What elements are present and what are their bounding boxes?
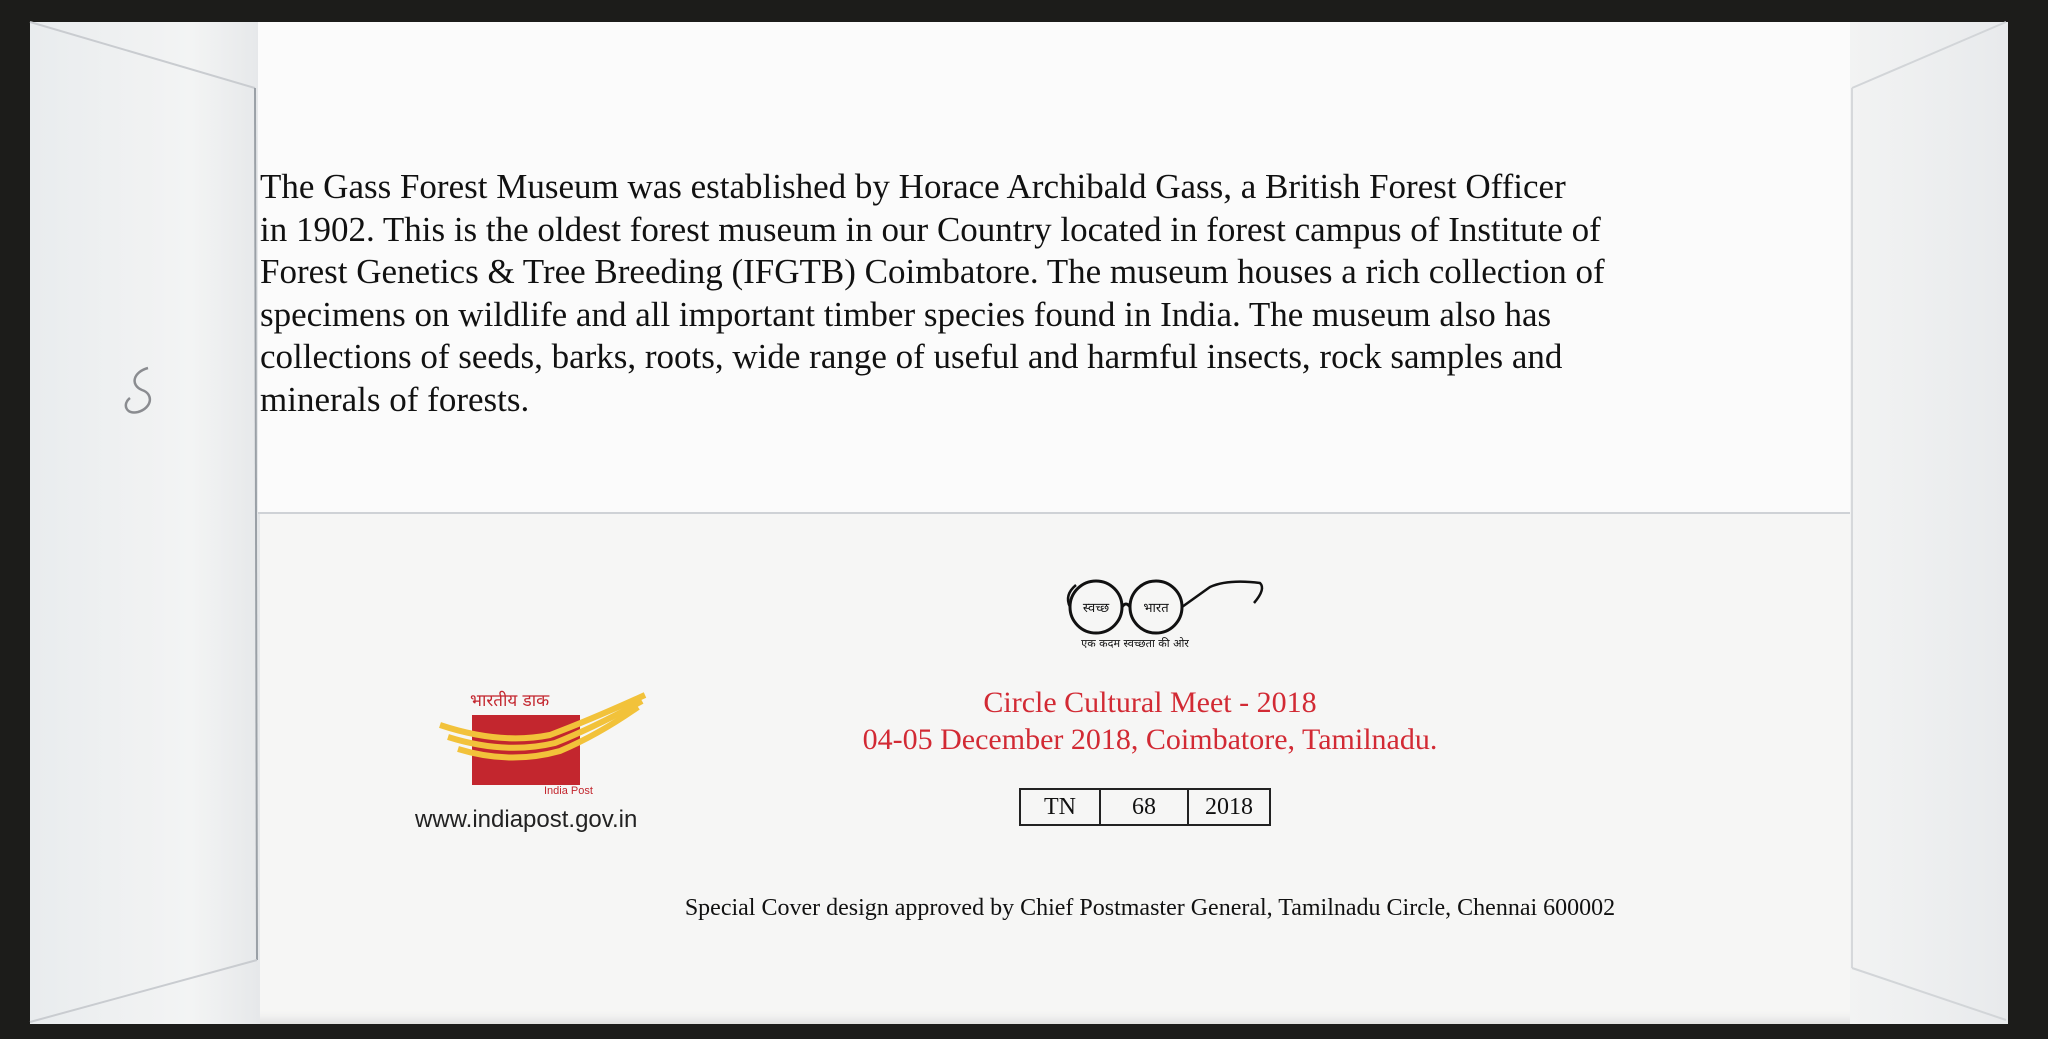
event-date-place: 04-05 December 2018, Coimbatore, Tamilnadu.: [862, 723, 1438, 756]
handwritten-pencil-mark: [108, 360, 168, 420]
description-line: collections of seeds, barks, roots, wide range of useful and harmful insects, rock samples and: [260, 337, 1563, 376]
right-flap: [1850, 22, 2008, 1024]
museum-description: [260, 166, 1780, 421]
cover-state: TN: [1021, 790, 1101, 824]
india-post-url: www.indiapost.gov.in: [415, 806, 638, 833]
description-line: specimens on wildlife and all important timber species found in India. The museum also has: [260, 294, 1552, 334]
description-line: in 1902. This is the oldest forest museum in our Country located in forest campus of Institute of: [260, 209, 1601, 249]
india-post-hindi-name: भारतीय डाक: [470, 691, 550, 711]
india-post-caption: India Post: [544, 785, 593, 797]
swachh-tagline: एक कदम स्वच्छता की ओर: [1081, 637, 1189, 650]
left-lens-text: स्वच्छ: [1082, 601, 1110, 616]
description-line: Forest Genetics & Tree Breeding (IFGTB) Coimbatore. The museum houses a rich collection of: [260, 252, 1605, 291]
cover-year: 2018: [1205, 794, 1253, 820]
cover-number-box: [1019, 788, 1271, 826]
description-line: The Gass Forest Museum was established by Horace Archibald Gass, a British Forest Officer: [260, 167, 1566, 206]
event-title: Circle Cultural Meet - 2018: [983, 686, 1317, 719]
approval-footer: Special Cover design approved by Chief Postmaster General, Tamilnadu Circle, Chennai 600002: [684, 895, 1616, 921]
left-flap: [30, 22, 260, 1024]
cover-number: 68: [1101, 790, 1189, 824]
right-lens-text: भारत: [1143, 601, 1169, 616]
description-line: minerals of forests.: [260, 379, 530, 419]
